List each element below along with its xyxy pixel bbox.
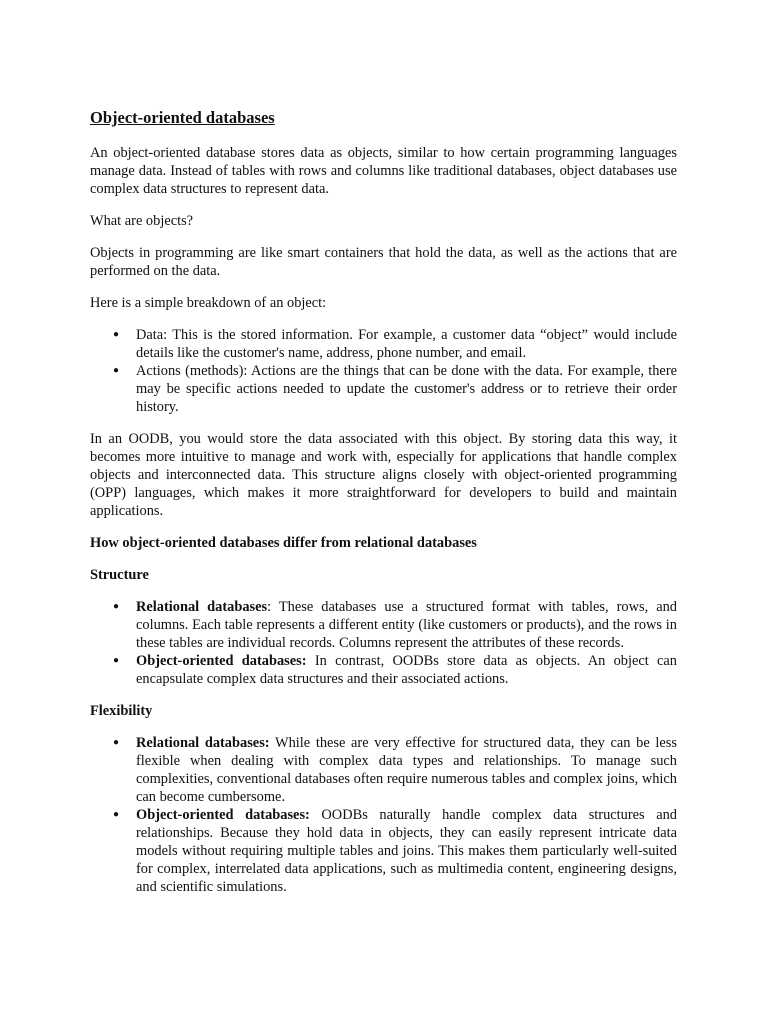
differ-heading: How object-oriented databases differ from relational databases bbox=[90, 535, 477, 551]
oodb-paragraph: In an OODB, you would store the data associated with this object. By storing data this way, it becomes more intuitive to manage and work with, especially for applications that handle complex objects and interconnected data. This structure aligns closely with object-oriented programming (OPP) languages, which makes it more straightforward for developers to build and maintain applications. bbox=[90, 431, 677, 519]
flexibility-list bbox=[90, 734, 677, 896]
list-item-term: Object-oriented databases: bbox=[136, 807, 310, 823]
list-item-text: : These databases use a structured format with tables, rows, and columns. Each table represents a different entity (like customers or products), and the rows in these tables are individual records. Columns represent the attributes of these records. bbox=[136, 599, 677, 651]
list-item bbox=[136, 598, 677, 652]
list-item-text: In contrast, OODBs store data as objects. An object can encapsulate complex data structures and their associated actions. bbox=[136, 653, 677, 687]
list-item bbox=[136, 652, 677, 688]
structure-list bbox=[90, 598, 677, 688]
flexibility-heading: Flexibility bbox=[90, 703, 153, 719]
list-item-term: Relational databases: bbox=[136, 735, 270, 751]
breakdown-list bbox=[90, 326, 677, 416]
structure-heading: Structure bbox=[90, 567, 149, 583]
list-item bbox=[136, 734, 677, 806]
objects-paragraph: Objects in programming are like smart containers that hold the data, as well as the actions that are performed on the data. bbox=[90, 245, 677, 279]
intro-paragraph: An object-oriented database stores data as objects, similar to how certain programming languages manage data. Instead of tables with rows and columns like traditional databases, object databases use complex data structures to represent data. bbox=[90, 145, 677, 197]
list-item-text: OODBs naturally handle complex data structures and relationships. Because they hold data in objects, they can easily represent intricate data models without requiring multiple tables and joins. This makes them particularly well-suited for complex, interrelated data applications, such as multimedia content, engineering designs, and scientific simulations. bbox=[136, 807, 677, 895]
objects-question: What are objects? bbox=[90, 213, 194, 229]
breakdown-intro: Here is a simple breakdown of an object: bbox=[90, 295, 327, 311]
list-item-term: Relational databases bbox=[136, 599, 268, 615]
list-item bbox=[136, 806, 677, 896]
list-item-term: Object-oriented databases: bbox=[136, 653, 307, 669]
page-title: Object-oriented databases bbox=[90, 108, 275, 127]
list-item: ● Data: This is the stored information. For example, a customer data “object” would include details like the customer's name, address, phone number, and email. bbox=[136, 326, 677, 362]
list-item-text: While these are very effective for structured data, they can be less flexible when dealing with complex data types and relationships. To manage such complexities, conventional databases often require numerous tables and complex joins, which can become cumbersome. bbox=[136, 735, 677, 805]
list-item: ● Actions (methods): Actions are the things that can be done with the data. For example, there may be specific actions needed to update the customer's address or to retrieve their order history. bbox=[136, 362, 677, 416]
document-body bbox=[90, 108, 677, 910]
